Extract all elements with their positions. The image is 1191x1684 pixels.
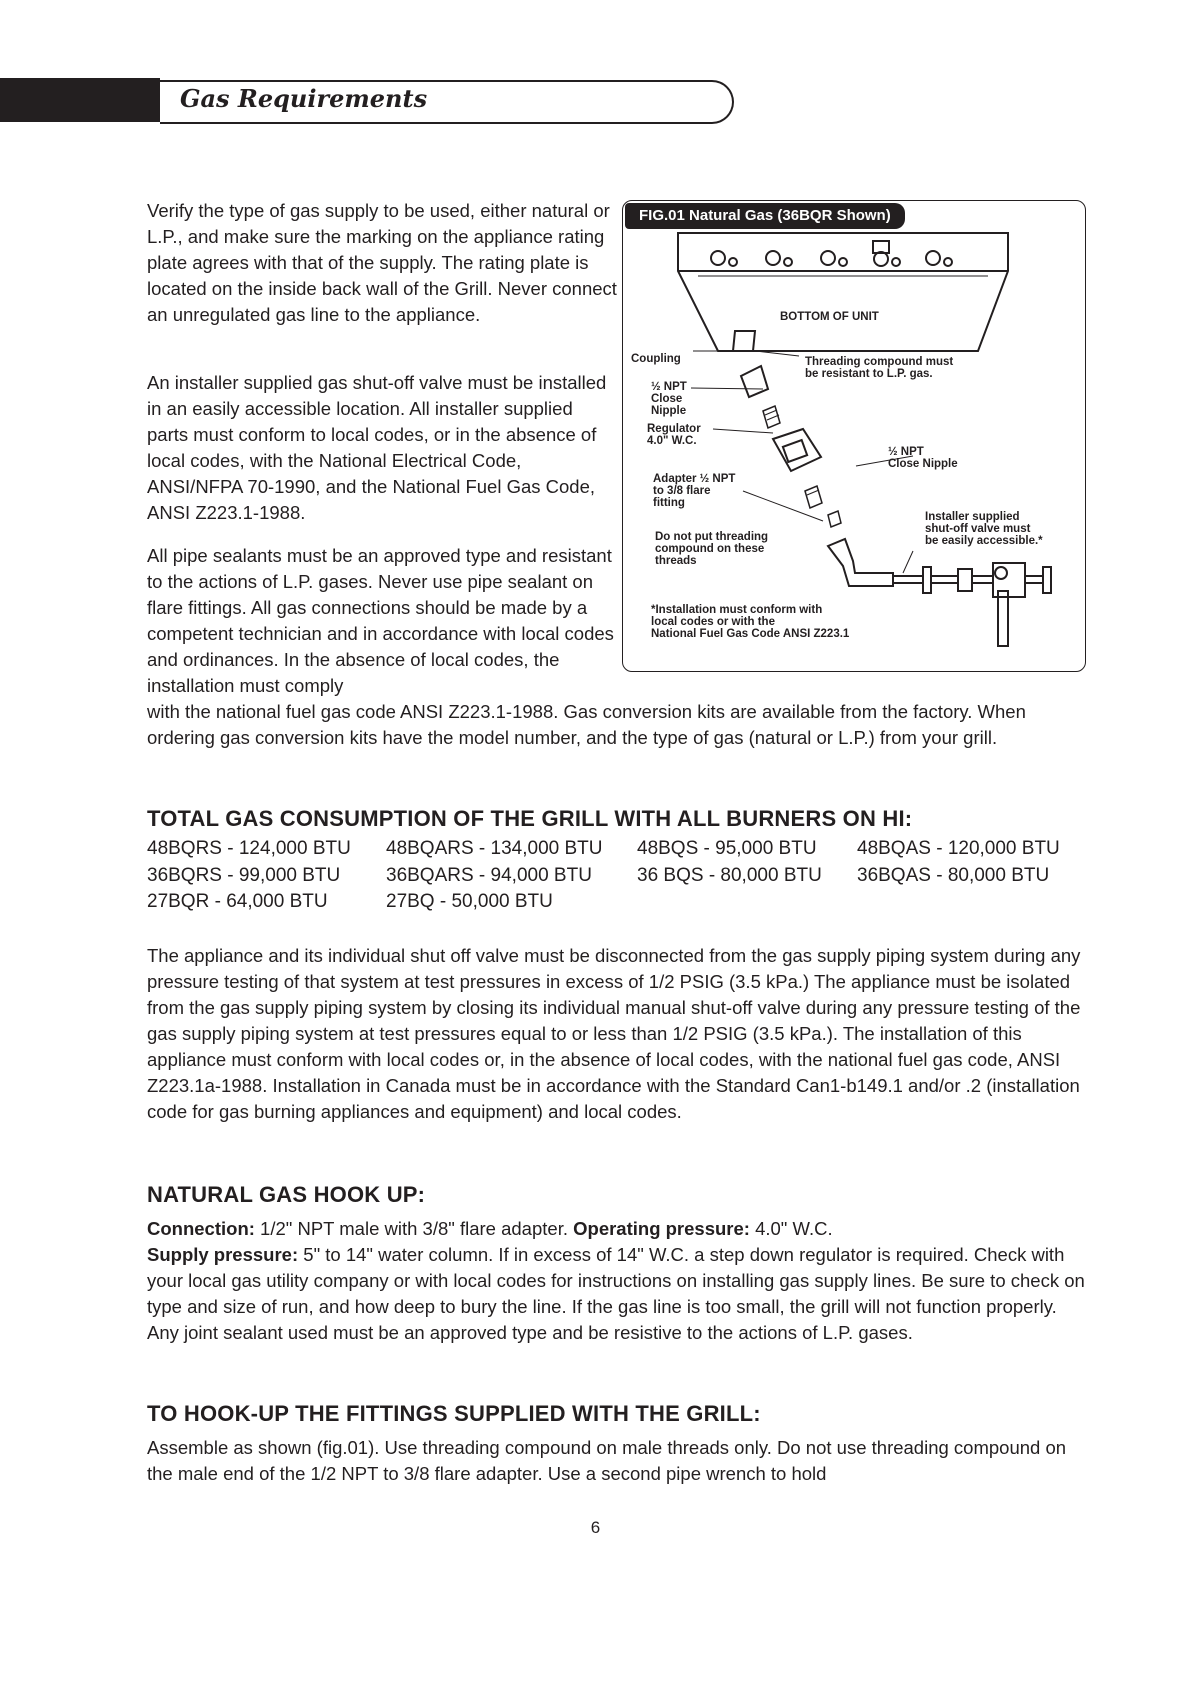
consumption-cell: 36 BQS - 80,000 BTU bbox=[637, 864, 822, 886]
consumption-cell: 36BQRS - 99,000 BTU bbox=[147, 864, 341, 886]
natural-gas-heading: NATURAL GAS HOOK UP: bbox=[147, 1182, 426, 1207]
label-regulator: Regulator 4.0" W.C. bbox=[647, 423, 701, 447]
label-conform-note: *Installation must conform with local codes or with the National Fuel Gas Code ANSI Z223.1 bbox=[651, 604, 850, 640]
consumption-cell: 27BQR - 64,000 BTU bbox=[147, 891, 328, 912]
label-bottom-of-unit: BOTTOM OF UNIT bbox=[780, 311, 879, 323]
page-title: Gas Requirements bbox=[180, 84, 428, 113]
operating-pressure-label: Operating pressure: bbox=[573, 1218, 750, 1239]
consumption-cell: 48BQS - 95,000 BTU bbox=[637, 838, 817, 859]
label-no-threading: Do not put threading compound on these threads bbox=[655, 531, 769, 567]
supply-pressure-label: Supply pressure: bbox=[147, 1244, 299, 1265]
consumption-cell: 48BQAS - 120,000 BTU bbox=[857, 838, 1060, 859]
consumption-row bbox=[147, 836, 1087, 863]
grill-bottom-outline bbox=[678, 233, 1008, 351]
connection-value: 1/2" NPT male with 3/8" flare adapter. bbox=[254, 1218, 574, 1239]
label-coupling: Coupling bbox=[631, 353, 681, 365]
consumption-cell: 27BQ - 50,000 BTU bbox=[386, 891, 553, 912]
testing-paragraph: The appliance and its individual shut off valve must be disconnected from the gas supply piping system during any pressure testing of that system at test pressures in excess of 1/2 PSIG (3.5 kPa.) The appliance must be isolated from the gas supply piping system by closing its individual manual shut-off valve during any pressure testing of the gas supply piping system at test pressures equal to or less than 1/2 PSIG (3.5 kPa.). The installation of this appliance must conform with local codes or, in the absence of local codes, with the national fuel gas code, ANSI Z223.1a-1988. Installation in Canada must be in accordance with the Standard Can1-b149.1 and/or .2 (installation code for gas burning appliances and equipment) and local codes. bbox=[147, 945, 1081, 1122]
consumption-cell: 48BQRS - 124,000 BTU bbox=[147, 838, 351, 859]
figure-title: FIG.01 Natural Gas (36BQR Shown) bbox=[625, 203, 905, 229]
consumption-heading: TOTAL GAS CONSUMPTION OF THE GRILL WITH ALL BURNERS ON HI: bbox=[147, 806, 913, 831]
fittings-heading: TO HOOK-UP THE FITTINGS SUPPLIED WITH THE GRILL: bbox=[147, 1401, 761, 1426]
intro-paragraph-3b: with the national fuel gas code ANSI Z223.1-1988. Gas conversion kits are available from the factory. When ordering gas conversion kits have the model number, and the type of gas (natural or L.P.) from your grill. bbox=[147, 701, 1026, 748]
consumption-row bbox=[147, 863, 1087, 890]
header-bar bbox=[0, 78, 160, 122]
consumption-cell: 48BQARS - 134,000 BTU bbox=[386, 838, 603, 859]
operating-pressure-value: 4.0" W.C. bbox=[749, 1218, 833, 1239]
connection-label: Connection: bbox=[147, 1218, 255, 1239]
fittings-paragraph: Assemble as shown (fig.01). Use threading compound on male threads only. Do not use threading compound on the male end of the 1/2 NPT to 3/8 flare adapter. Use a second pipe wrench to hold bbox=[147, 1437, 1067, 1484]
intro-paragraph-3a: All pipe sealants must be an approved type and resistant to the actions of L.P. gases. Never use pipe sealant on flare fittings. All gas connections should be made by a competent technician and in accordance with local codes and ordinances. In the absence of local codes, the installation must comply bbox=[147, 545, 614, 696]
consumption-cell bbox=[857, 889, 1087, 916]
consumption-cell bbox=[637, 889, 857, 916]
intro-paragraph-1: Verify the type of gas supply to be used, either natural or L.P., and make sure the marking on the appliance rating plate agrees with that of the supply. The rating plate is located on the inside back wall of the Grill. Never connect an unregulated gas line to the appliance. bbox=[147, 200, 617, 325]
natural-gas-paragraph bbox=[147, 1216, 1092, 1346]
consumption-table bbox=[147, 836, 1087, 916]
supply-pressure-value: 5" to 14" water column. If in excess of 14" W.C. a step down regulator is required. Check with your local gas utility company or with local codes for instructions on installing gas supply lines. Be sure to check on type and size of run, and how deep to bury the line. If the gas line is too small, the grill will not function properly. Any joint sealant used must be an approved type and be resistive to the actions of L.P. gases. bbox=[147, 1244, 1085, 1343]
intro-paragraph-2: An installer supplied gas shut-off valve must be installed in an easily accessible location. All installer supplied parts must conform to local codes, or in the absence of local codes, with the National Electrical Code, ANSI/NFPA 70-1990, and the National Fuel Gas Code, ANSI Z223.1-1988. bbox=[147, 372, 607, 523]
label-adapter: Adapter ½ NPT to 3/8 flare fitting bbox=[653, 473, 736, 509]
label-installer-valve: Installer supplied shut-off valve must be easily accessible.* bbox=[925, 511, 1043, 547]
consumption-row bbox=[147, 889, 1087, 916]
consumption-cell: 36BQARS - 94,000 BTU bbox=[386, 864, 592, 886]
label-threading-note: Threading compound must be resistant to L.P. gas. bbox=[805, 356, 954, 380]
label-close-nipple-2: ½ NPT Close Nipple bbox=[888, 446, 958, 470]
consumption-cell: 36BQAS - 80,000 BTU bbox=[857, 864, 1050, 886]
figure-natural-gas bbox=[622, 200, 1086, 672]
page-number: 6 bbox=[590, 1518, 601, 1537]
label-close-nipple-1: ½ NPT Close Nipple bbox=[651, 381, 687, 417]
